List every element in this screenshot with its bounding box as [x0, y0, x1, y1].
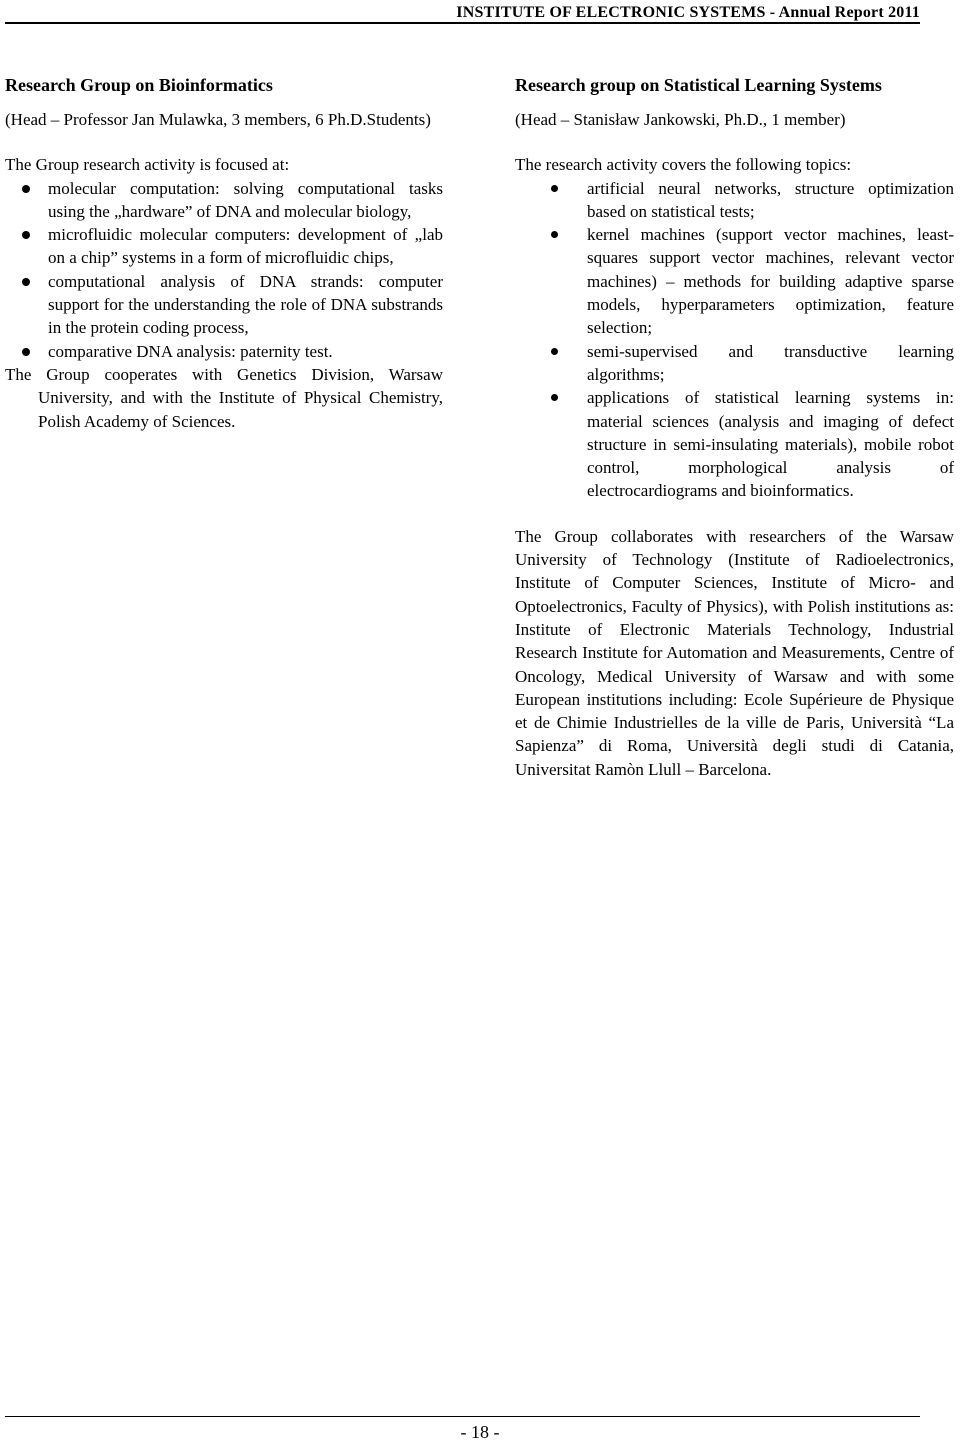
list-item: applications of statistical learning systems in: material sciences (analysis and imaging of defect structure in semi-insulating materials), mobile robot control, morphological analysis of electrocardiograms and bioinformatics. — [515, 386, 954, 502]
bullet-icon — [22, 348, 30, 356]
list-item: artificial neural networks, structure optimization based on statistical tests; — [515, 177, 954, 224]
statistical-learning-head-info: (Head – Stanisław Jankowski, Ph.D., 1 member) — [515, 110, 846, 129]
page-number: - 18 - — [460, 1422, 500, 1442]
bullet-icon — [551, 185, 558, 192]
bullet-icon — [551, 394, 558, 401]
report-header-title: INSTITUTE OF ELECTRONIC SYSTEMS - Annual Report 2011 — [456, 4, 920, 21]
statistical-learning-topics-list — [515, 177, 954, 503]
list-item: microfluidic molecular computers: development of „lab on a chip” systems in a form of microfluidic chips, — [5, 223, 443, 270]
statistical-learning-collaboration: The Group collaborates with researchers of the Warsaw University of Technology (Institute of Radioelectronics, Institute of Computer Sciences, Institute of Micro- and Optoelectronics, Faculty of Physics), with Polish institutions as: Institute of Electronic Materials Technology, Industrial Research Institute for Automation and Measurements, Centre of Oncology, Medical University of Warsaw and with some European institutions including: Ecole Supérieure de Physique et de Chimie Industrielles de la ville de Paris, Università “La Sapienza” di Roma, Università degli studi di Catania, Universitat Ramòn Llull – Barcelona. — [515, 526, 954, 779]
statistical-learning-column — [515, 74, 954, 781]
list-item: semi-supervised and transductive learning algorithms; — [515, 340, 954, 387]
bioinformatics-heading: Research Group on Bioinformatics — [5, 75, 273, 95]
list-item: kernel machines (support vector machines, least-squares support vector machines, relevant vector machines) – methods for building adaptive sparse models, hyperparameters optimization, feature selection; — [515, 223, 954, 339]
bullet-icon — [551, 348, 558, 355]
bioinformatics-cooperation: The Group cooperates with Genetics Division, Warsaw University, and with the Institute of Physical Chemistry, Polish Academy of Sciences. — [5, 364, 443, 431]
list-item: molecular computation: solving computational tasks using the „hardware” of DNA and molecular biology, — [5, 177, 443, 224]
bullet-icon — [551, 231, 558, 238]
footer-rule — [5, 1416, 920, 1417]
header-rule — [5, 22, 920, 24]
statistical-learning-intro: The research activity covers the following topics: — [515, 155, 852, 175]
bioinformatics-intro: The Group research activity is focused at: — [5, 155, 290, 175]
bioinformatics-column — [5, 74, 443, 433]
bioinformatics-topics-list — [5, 177, 443, 363]
bullet-icon — [22, 278, 30, 286]
bullet-icon — [22, 185, 30, 193]
bullet-icon — [22, 231, 30, 239]
list-item: comparative DNA analysis: paternity test. — [5, 340, 443, 363]
bioinformatics-head-info: (Head – Professor Jan Mulawka, 3 members, 6 Ph.D.Students) — [5, 110, 431, 129]
list-item: computational analysis of DNA strands: computer support for the understanding the role of DNA substrands in the protein coding process, — [5, 270, 443, 340]
statistical-learning-heading: Research group on Statistical Learning Systems — [515, 75, 882, 95]
